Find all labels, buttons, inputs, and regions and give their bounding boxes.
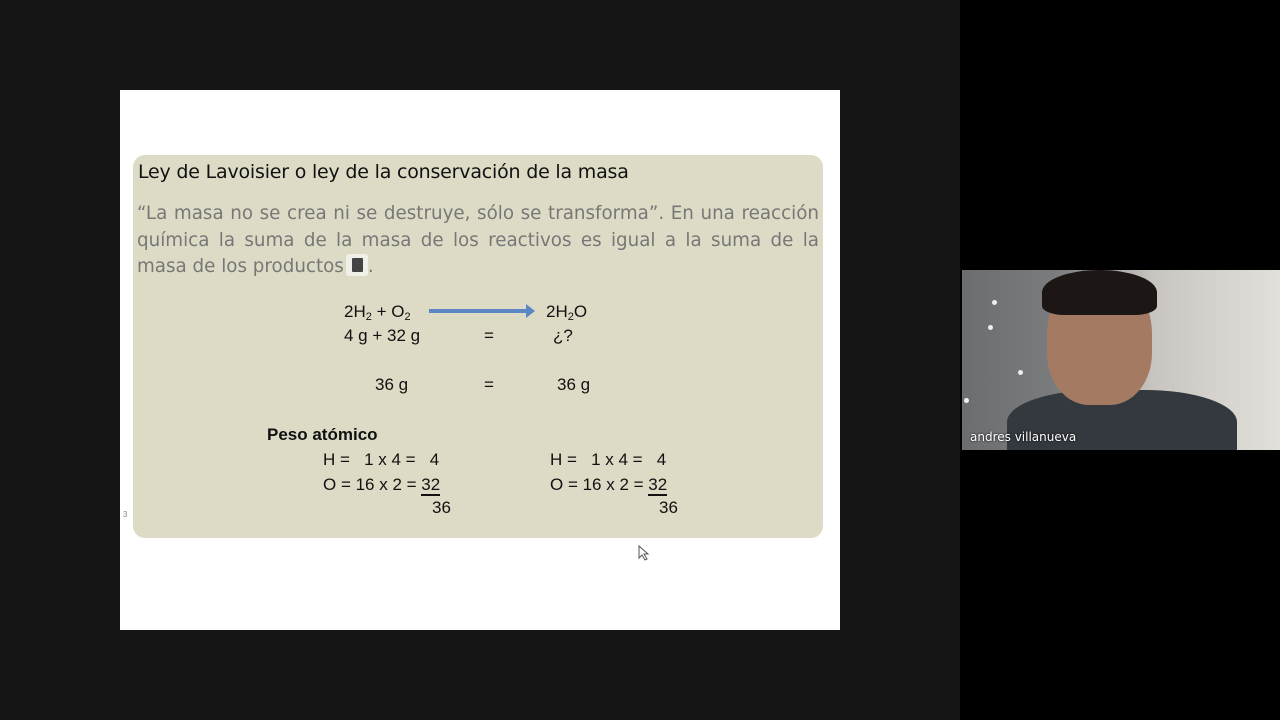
- slide-number: 3: [123, 510, 128, 519]
- participant-name: andres villanueva: [970, 430, 1077, 444]
- mass-right: ¿?: [553, 326, 573, 345]
- product: $2H_2O$: [546, 302, 588, 323]
- mouse-cursor-icon: [638, 545, 650, 561]
- participant-video[interactable]: [962, 270, 1280, 450]
- right-o-line: O = 16 x 2 = 32: [550, 475, 668, 494]
- equals-2: =: [484, 375, 494, 394]
- equals-1: =: [484, 326, 494, 345]
- reactants: $2H_2 + O_2$: [344, 302, 411, 323]
- body-end: .: [367, 256, 374, 277]
- right-total: 36: [659, 498, 678, 517]
- presentation-slide: [120, 90, 840, 630]
- left-h-line: H = 1 x 4 = 4: [323, 450, 440, 469]
- slide-body: [137, 201, 819, 281]
- left-o-line: O = 16 x 2 = 32: [323, 475, 441, 494]
- right-h-line: H = 1 x 4 = 4: [550, 450, 667, 469]
- body-text: “La masa no se crea ni se destruye, sólo se transforma”. En una reacción química la suma de la masa de los reactivos es igual a la suma de la masa de los productos: [137, 203, 819, 277]
- atomic-heading: Peso atómico: [267, 425, 378, 444]
- participant-hair: [1042, 270, 1157, 315]
- left-total: 36: [432, 498, 451, 517]
- book-icon: [346, 254, 368, 276]
- total-right: 36 g: [557, 375, 591, 394]
- reaction-arrow-icon: [429, 309, 529, 313]
- content-card: [133, 155, 823, 538]
- mass-left: 4 g + 32 g: [344, 326, 421, 345]
- total-left: 36 g: [375, 375, 409, 394]
- slide-title: Ley de Lavoisier o ley de la conservación de la masa: [138, 161, 629, 183]
